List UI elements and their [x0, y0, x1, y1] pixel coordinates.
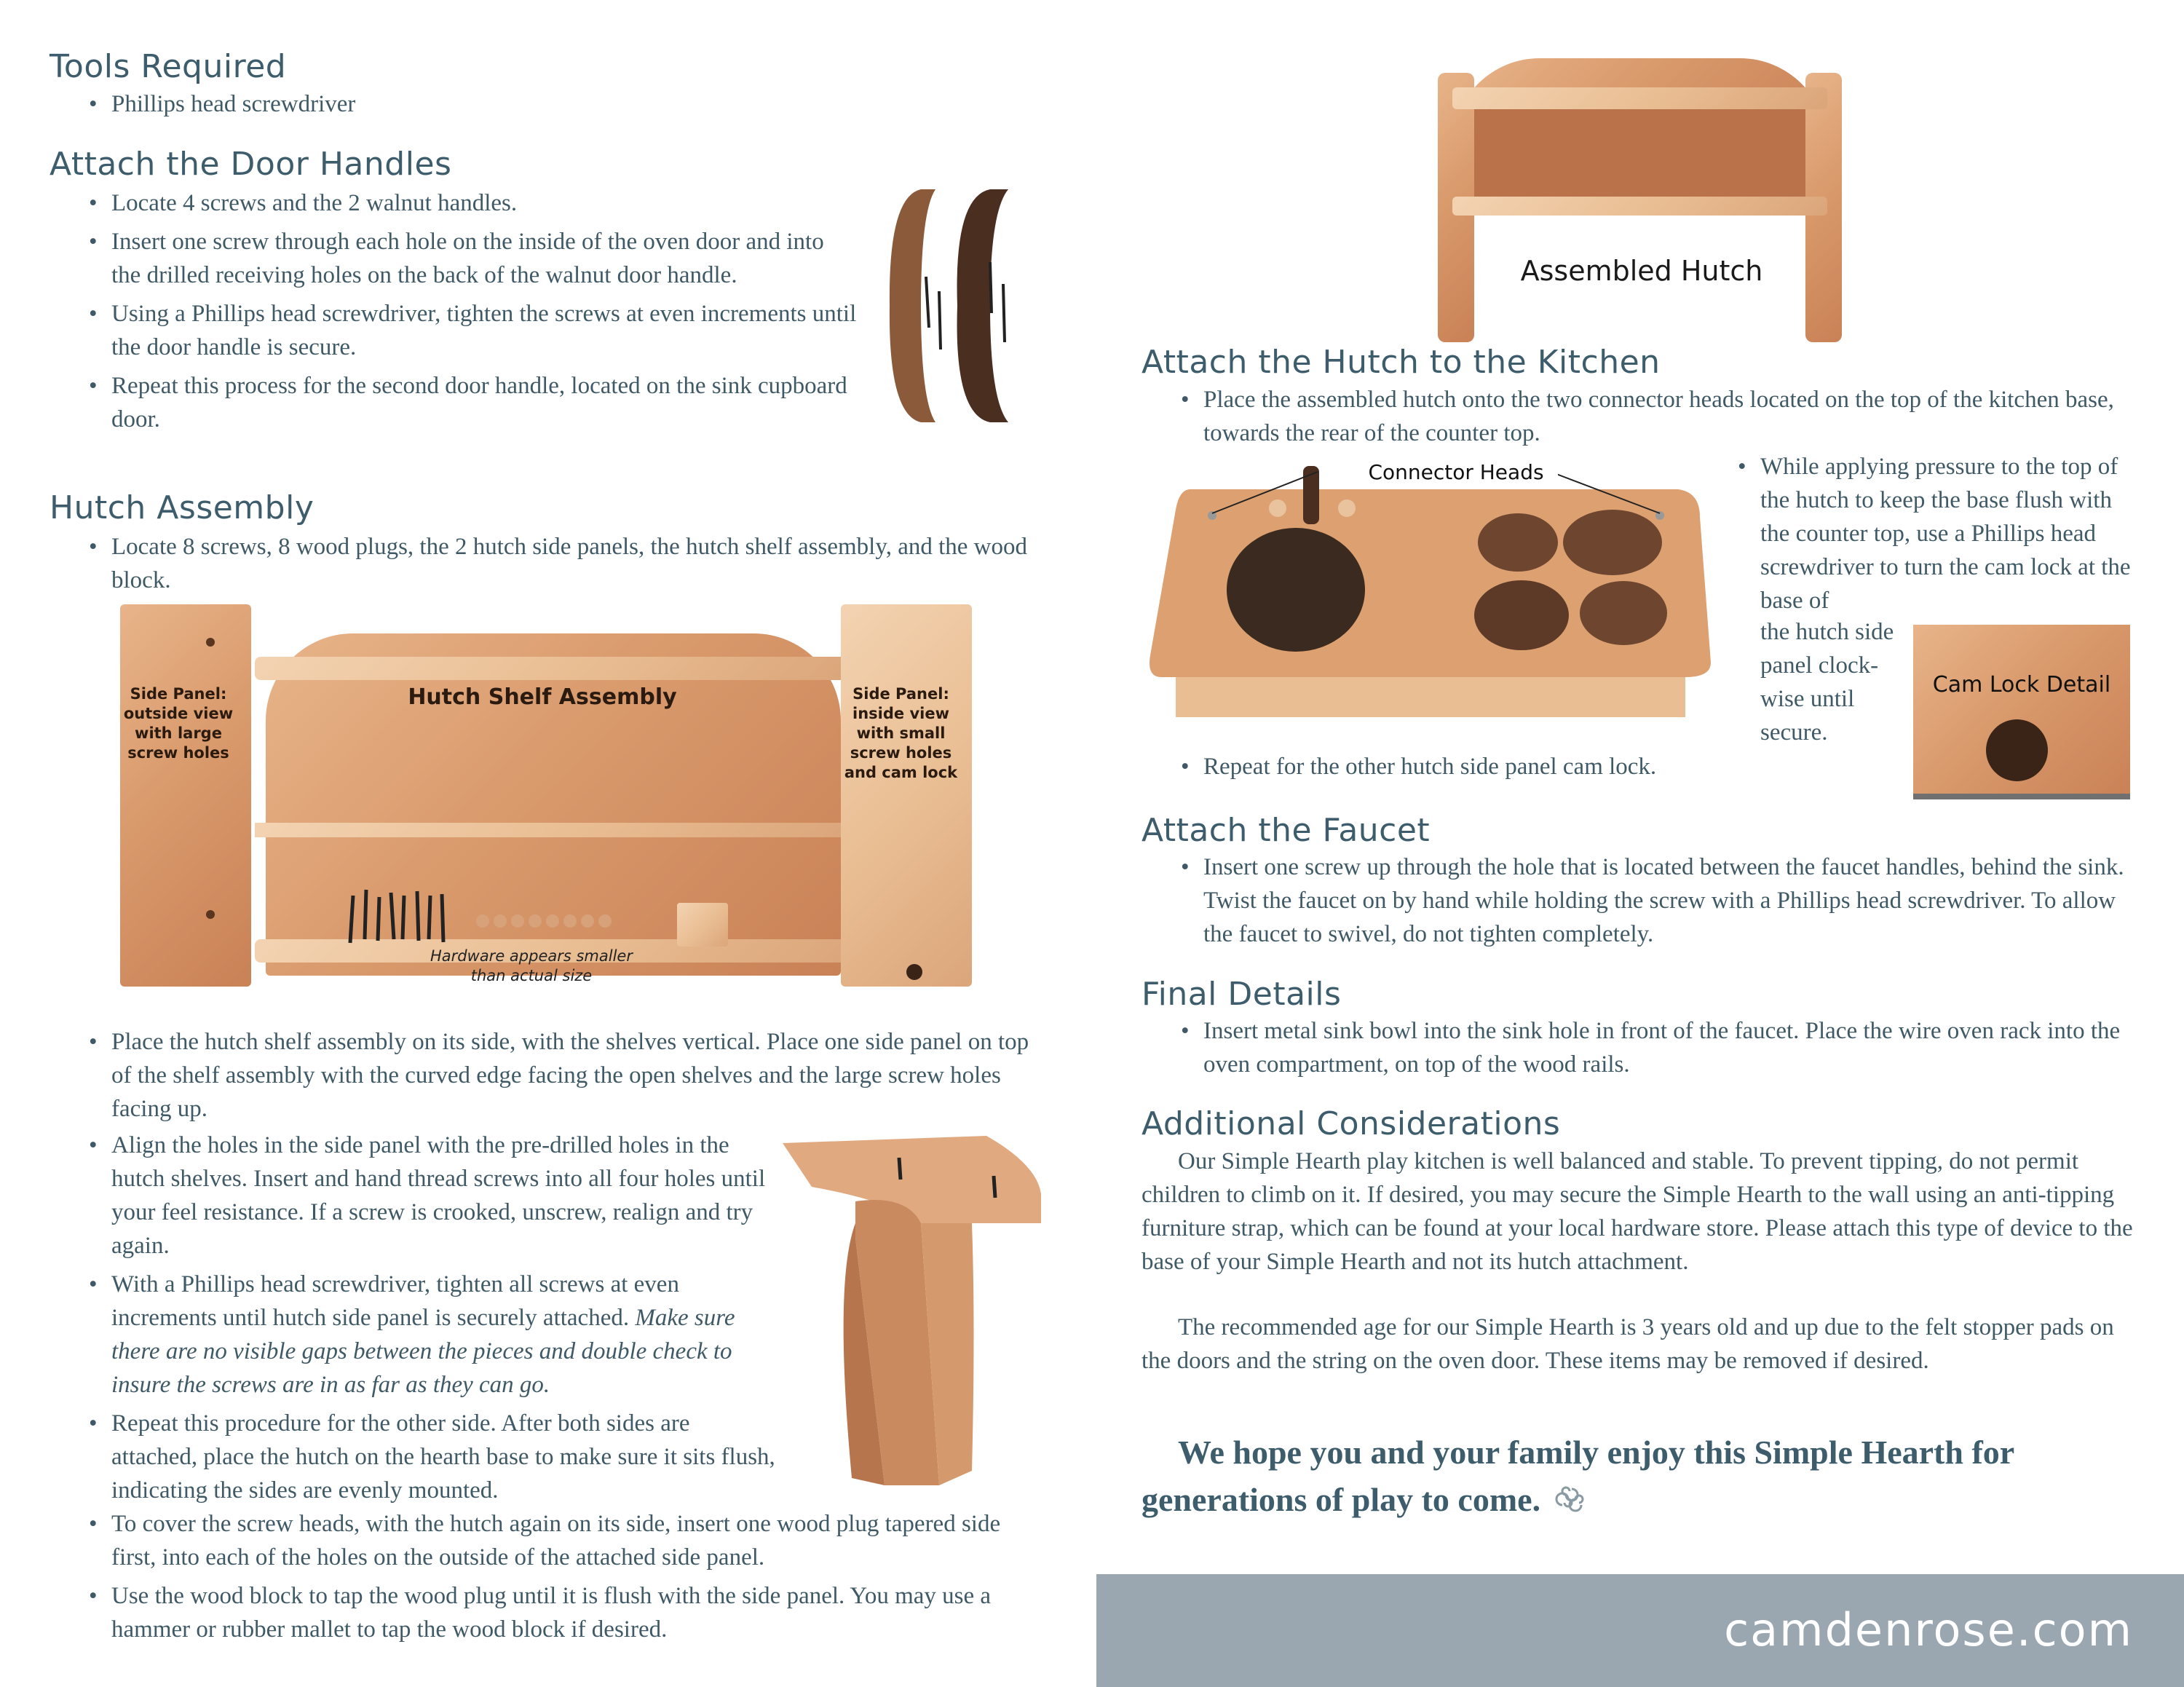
tighten-note: Make sure there are no visible gaps between the pieces and double check to insure the screws are in as far as they can go. — [111, 1305, 735, 1398]
hutch-lower-shelf — [1452, 197, 1827, 216]
attach-hutch-step2 — [1728, 450, 2135, 623]
list-item: • While applying pressure to the top of the hutch to keep the base flush with the counter top, use a Phillips head screwdriver to turn the cam lock at the base of — [1728, 450, 2135, 617]
list-item — [79, 1268, 778, 1402]
screws-icon — [346, 888, 448, 947]
door-handles-photo — [881, 182, 1037, 430]
hardware-caption: Hardware appears smaller than actual size — [430, 947, 633, 984]
wood-plugs — [475, 914, 621, 928]
faucet-heading: Attach the Faucet — [1142, 812, 1431, 849]
right-side-panel — [841, 604, 972, 987]
tools-heading: Tools Required — [50, 48, 287, 85]
shelf-middle-board — [255, 823, 848, 837]
list-item: • Insert metal sink bowl into the sink hole in front of the faucet. Place the wire oven rack into the oven compartment, on top of the wood rails. — [1171, 1014, 2139, 1081]
cam-lock-photo — [1913, 625, 2130, 799]
list-item: • Insert one screw through each hole on the inside of the oven door and into the drilled receiving holes on the back of the walnut door handle. — [79, 225, 858, 292]
handles-heading: Attach the Door Handles — [50, 146, 452, 183]
shelf-assembly-caption: Hutch Shelf Assembly — [408, 684, 677, 710]
hutch-steps-narrow — [79, 1129, 778, 1512]
kitchen-top-illustration — [1147, 451, 1714, 717]
list-item: • Locate 4 screws and the 2 walnut handles. — [79, 186, 858, 220]
footer-bar — [1096, 1574, 2184, 1687]
tighten-text: With a Phillips head screwdriver, tighten all screws at even increments until hutch side panel is securely attached. — [111, 1271, 679, 1331]
kitchen-top-photo — [1147, 451, 1714, 717]
list-item: • Align the holes in the side panel with the pre-drilled holes in the hutch shelves. Insert and hand thread screws into all four holes until your feel resistance. If a screw is crooked, unscrew, realign and try again. — [79, 1129, 778, 1263]
list-item: • To cover the screw heads, with the hutch again on its side, insert one wood plug tapered side first, into each of the holes on the outside of the attached side panel. — [79, 1507, 1047, 1574]
attach-hutch-list — [1171, 383, 2139, 455]
cam-lock-dial — [1986, 719, 2048, 781]
final-list — [1171, 1014, 2139, 1086]
hutch-steps-wide — [79, 1025, 1047, 1131]
handles-list — [79, 186, 858, 441]
final-heading: Final Details — [1142, 976, 1342, 1013]
left-panel-caption: Side Panel: outside view with large screw holes — [123, 685, 234, 762]
list-item: • Use the wood block to tap the wood plug until it is flush with the side panel. You may use a hammer or rubber mallet to tap the wood block if desired. — [79, 1579, 1047, 1646]
additional-paragraph-2: The recommended age for our Simple Hearth is 3 years old and up due to the felt stopper pads on the doors and the string on the oven door. These items may be removed if desired. — [1142, 1314, 2114, 1374]
list-item: • Place the hutch shelf assembly on its side, with the shelves vertical. Place one side panel on top of the shelf assembly with the curved edge facing the open shelves and the large screw holes facing up. — [79, 1025, 1047, 1126]
partial-hutch-photo — [783, 1136, 1045, 1485]
spiral-logo-icon — [1549, 1474, 1594, 1520]
list-item: • Repeat for the other hutch side panel cam lock. — [1171, 750, 1884, 783]
left-side-panel — [120, 604, 251, 987]
attach-hutch-step3 — [1171, 750, 1884, 789]
screw-hole — [206, 910, 215, 919]
assembled-hutch-caption: Assembled Hutch — [1520, 255, 1763, 287]
screw-hole — [206, 638, 215, 647]
cam-lock-caption: Cam Lock Detail — [1932, 672, 2111, 698]
additional-paragraph-1: Our Simple Hearth play kitchen is well balanced and stable. To prevent tipping, do not permit children to climb on it. If desired, you may secure the Simple Hearth to the wall using an anti-tipping furniture strap, which can be found at your local hardware store. Please attach this type of device to the base of your Simple Hearth and not its hutch attachment. — [1142, 1148, 2133, 1275]
shelf-top-board — [255, 657, 848, 680]
closing-text: We hope you and your family enjoy this Simple Hearth for generations of play to come. — [1142, 1434, 2014, 1518]
list-item: • Place the assembled hutch onto the two connector heads located on the top of the kitchen base, towards the rear of the counter top. — [1171, 383, 2139, 450]
closing-message — [1142, 1431, 2088, 1522]
additional-heading: Additional Considerations — [1142, 1105, 1561, 1142]
list-item: • Repeat this procedure for the other side. After both sides are attached, place the hutch on the hearth base to make sure it sits flush, indicating the sides are evenly mounted. — [79, 1407, 778, 1507]
hutch-parts-photo — [120, 604, 972, 990]
tools-list — [79, 87, 879, 126]
list-item: • Locate 8 screws, 8 wood plugs, the 2 hutch side panels, the hutch shelf assembly, and the wood block. — [79, 530, 1040, 597]
walnut-handles-illustration — [881, 182, 1037, 430]
attach-hutch-heading: Attach the Hutch to the Kitchen — [1142, 344, 1661, 381]
list-item: • Phillips head screwdriver — [79, 87, 879, 121]
connector-heads-label: Connector Heads — [1354, 460, 1558, 484]
hutch-assembly-heading: Hutch Assembly — [50, 489, 314, 526]
footer-url[interactable]: camdenrose.com — [1724, 1603, 2133, 1656]
cam-lock — [906, 964, 922, 980]
assembled-hutch-photo — [1438, 58, 1842, 342]
list-item: • Using a Phillips head screwdriver, tighten the screws at even increments until the door handle is secure. — [79, 297, 858, 364]
list-item: • Repeat this process for the second door handle, located on the sink cupboard door. — [79, 369, 858, 436]
step2-continued: the hutch side panel clock-wise until secure. — [1760, 619, 1894, 746]
hutch-intro-list — [79, 530, 1040, 602]
faucet-list — [1171, 850, 2139, 956]
wood-block — [677, 903, 728, 947]
partial-hutch-illustration — [783, 1136, 1045, 1485]
cam-lock-base — [1913, 794, 2130, 799]
hutch-steps-end — [79, 1507, 1047, 1651]
list-item: • Insert one screw up through the hole that is located between the faucet handles, behind the sink. Twist the faucet on by hand while holding the screw with a Phillips head screwdriver. To allow the faucet to swivel, do not tighten completely. — [1171, 850, 2139, 951]
right-panel-caption: Side Panel: inside view with small screw holes and cam lock — [844, 685, 958, 781]
hutch-top-shelf — [1452, 87, 1827, 109]
hutch-back — [1474, 102, 1805, 211]
